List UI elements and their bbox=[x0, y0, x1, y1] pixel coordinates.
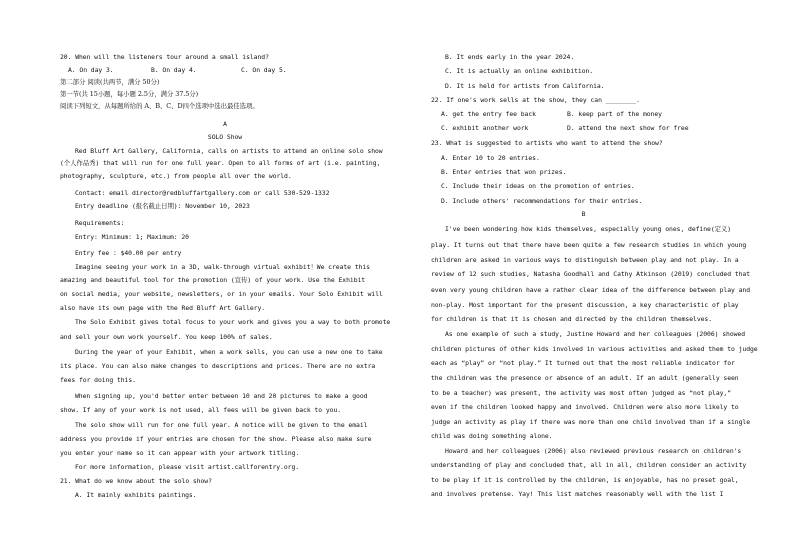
section-heading: 第一节(共 15小题，每小题 2.5分，满分 37.5分) bbox=[60, 90, 199, 98]
option-c: C. Include their ideas on the promotion of entries. bbox=[441, 182, 635, 190]
passage-line: and involves pretense. Yay! This list matches reasonably well with the list I bbox=[431, 490, 724, 498]
passage-letter: A bbox=[223, 120, 227, 128]
passage-line: and sell your own work yourself. You keep 100% of sales. bbox=[60, 333, 273, 341]
passage-letter: B bbox=[581, 210, 586, 218]
passage-line: Imagine seeing your work in a 3D, walk-through virtual exhibit！We create this bbox=[75, 263, 370, 271]
question-21: 21. What do we know about the solo show? bbox=[60, 477, 212, 485]
passage-line: show. If any of your work is not used, all fees will be given back to you. bbox=[60, 406, 342, 414]
option-b: B. It ends early in the year 2024. bbox=[445, 53, 575, 61]
option-b: B. On day 4. bbox=[151, 66, 197, 74]
passage-line: you enter your name so it can appear with your artwork titling. bbox=[60, 449, 300, 457]
passage-line: photography, sculpture, etc.) from people all over the world. bbox=[60, 172, 292, 180]
option-b: B. keep part of the money bbox=[567, 110, 662, 118]
entry-fee: Entry fee : $40.00 per entry bbox=[75, 249, 182, 257]
instruction-text: 阅读下列短文，从每题所给的 A、B、C、D四个选项中选出最佳选项。 bbox=[60, 102, 259, 110]
passage-line: child was doing something alone. bbox=[431, 432, 553, 440]
passage-line: Howard and her colleagues (2006) also reviewed previous research on children's bbox=[445, 447, 742, 455]
part-heading: 第二部分 阅读(共两节，满分 50分) bbox=[60, 78, 160, 86]
option-c: C. On day 5. bbox=[241, 66, 287, 74]
passage-line: (个人作品秀) that will run for one full year. Open to all forms of art (i.e. painting, bbox=[60, 159, 381, 167]
passage-line: judge an activity as play if there was more than one child involved than if a single bbox=[431, 418, 750, 426]
passage-title: SOLO Show bbox=[207, 133, 243, 141]
passage-line: play. It turns out that there have been quite a few research studies in which young bbox=[431, 241, 747, 249]
passage-line: to be play if it is controlled by the children, is enjoyable, has no preset goal, bbox=[431, 476, 739, 484]
passage-line: address you provide if your entries are chosen for the show. Please also make sure bbox=[60, 435, 372, 443]
option-d: D. It is held for artists from California. bbox=[445, 82, 605, 90]
passage-line: its place. You can also make changes to descriptions and prices. There are no extra bbox=[60, 362, 376, 370]
passage-line: For more information, please visit artist.callforentry.org. bbox=[75, 463, 300, 471]
passage-line: to be a teacher) was present, the activity was most often judged as “not play,” bbox=[431, 389, 732, 397]
passage-line: also have its own page with the Red Bluff Art Gallery. bbox=[60, 304, 266, 312]
contact-line: Contact: email director@redbluffartgallery.com or call 530-529-1332 bbox=[75, 189, 330, 197]
option-a: A. It mainly exhibits paintings. bbox=[75, 491, 197, 499]
passage-line: for children is that it is chosen and directed by the children themselves. bbox=[431, 315, 713, 323]
entry-limits: Entry: Minimum: 1; Maximum: 20 bbox=[75, 233, 189, 241]
deadline-line: Entry deadline (报名截止日期): November 10, 2023 bbox=[75, 202, 250, 210]
passage-line: I've been wondering how kids themselves, especially young ones, define(定义) bbox=[445, 225, 732, 233]
passage-line: When signing up, you'd better enter between 10 and 20 pictures to make a good bbox=[75, 392, 368, 400]
passage-line: children pictures of other kids involved in various activities and asked them to judge bbox=[431, 345, 758, 353]
passage-line: even if the children looked happy and involved. Children were also more likely to bbox=[431, 403, 739, 411]
passage-line: non-play. Most important for the present discussion, a key characteristic of play bbox=[431, 301, 739, 309]
option-d: D. Include others' recommendations for their entries. bbox=[441, 197, 643, 205]
option-b: B. Enter entries that won prizes. bbox=[441, 168, 567, 176]
passage-line: even very young children have a rather clear idea of the difference between play and bbox=[431, 286, 750, 294]
passage-line: the children was the presence or absence of an adult. If an adult (generally seen bbox=[431, 374, 739, 382]
requirements-label: Requirements: bbox=[75, 219, 125, 227]
passage-line: understanding of play and concluded that, all in all, children consider an activity bbox=[431, 461, 747, 469]
question-20: 20. When will the listeners tour around a small island? bbox=[60, 53, 269, 61]
question-22: 22. If one's work sells at the show, they can ________. bbox=[431, 96, 640, 104]
option-a: A. Enter 10 to 20 entries. bbox=[441, 154, 540, 162]
passage-line: During the year of your Exhibit, when a work sells, you can use a new one to take bbox=[75, 348, 383, 356]
option-a: A. On day 3. bbox=[68, 66, 114, 74]
passage-line: on social media, your website, newsletters, or in your emails. Your Solo Exhibit will bbox=[60, 290, 383, 298]
option-c: C. exhibit another work bbox=[441, 124, 529, 132]
passage-line: Red Bluff Art Gallery, California, calls on artists to attend an online solo show bbox=[75, 147, 383, 155]
option-a: A. get the entry fee back bbox=[441, 110, 536, 118]
passage-line: The Solo Exhibit gives total focus to your work and gives you a way to both promote bbox=[75, 318, 391, 326]
question-23: 23. What is suggested to artists who want to attend the show? bbox=[431, 139, 663, 147]
passage-line: review of 12 such studies, Natasha Goodhall and Cathy Atkinson (2019) concluded that bbox=[431, 270, 750, 278]
passage-line: amazing and beautiful tool for the promotion (宣传) of your work. Use the Exhibit bbox=[60, 276, 366, 284]
passage-line: each as “play” or “not play.” It turned out that the most reliable indicator for bbox=[431, 359, 735, 367]
option-c: C. It is actually an online exhibition. bbox=[445, 67, 594, 75]
passage-line: fees for doing this. bbox=[60, 376, 136, 384]
passage-line: As one example of such a study, Justine Howard and her colleagues (2006) showed bbox=[445, 330, 746, 338]
passage-line: children are asked in various ways to distinguish between play and not play. In a bbox=[431, 256, 739, 264]
option-d: D. attend the next show for free bbox=[567, 124, 689, 132]
passage-line: The solo show will run for one full year. A notice will be given to the email bbox=[75, 421, 368, 429]
